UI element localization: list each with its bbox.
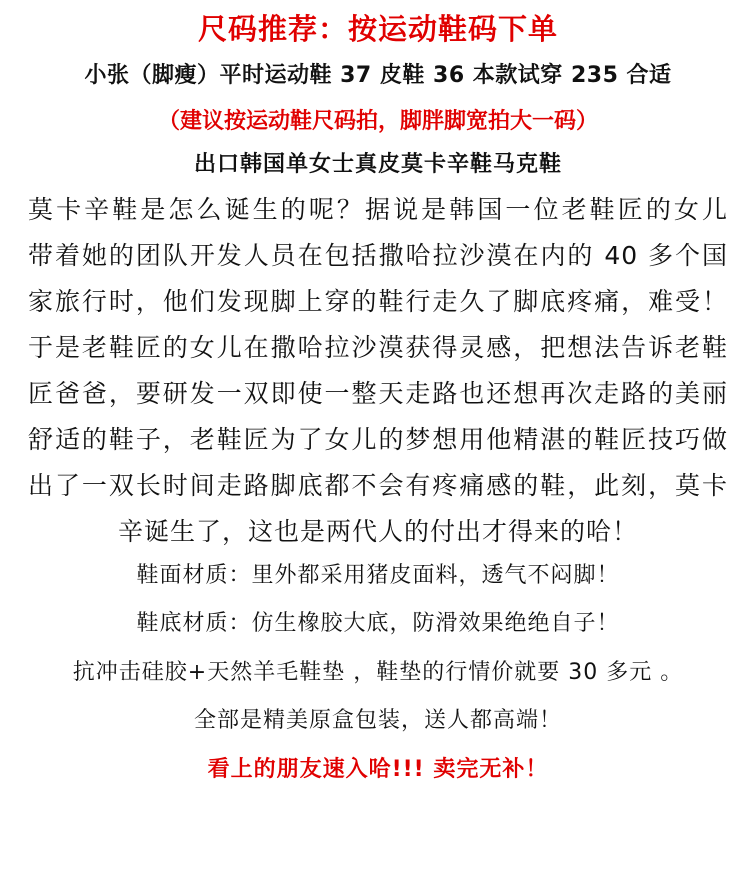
- fitting-note: 小张（脚瘦）平时运动鞋 37 皮鞋 36 本款试穿 235 合适: [84, 62, 672, 88]
- story-line: 匠爸爸，要研发一双即使一整天走路也还想再次走路的美丽: [28, 378, 728, 408]
- sole-material: 鞋底材质：仿生橡胶大底，防滑效果绝绝自子！: [136, 611, 620, 637]
- insole-description: 抗冲击硅胶+天然羊毛鞋垫 ，鞋垫的行情价就要 30 多元 。: [72, 659, 684, 685]
- packaging-note: 全部是精美原盒包装，送人都高端！: [193, 708, 562, 734]
- story-line: 莫卡辛鞋是怎么诞生的呢？据说是韩国一位老鞋匠的女儿: [28, 194, 728, 224]
- story-line: 舒适的鞋子，老鞋匠为了女儿的梦想用他精湛的鞋匠技巧做: [28, 424, 728, 454]
- story-line: 家旅行时，他们发现脚上穿的鞋行走久了脚底疼痛，难受！: [28, 286, 728, 316]
- size-advice: （建议按运动鞋尺码拍，脚胖脚宽拍大一码）: [157, 109, 598, 135]
- product-origin-story: [28, 195, 728, 547]
- closing-call-to-action: 看上的朋友速入哈!!! 卖完无补！: [207, 756, 549, 782]
- story-line: 辛诞生了，这也是两代人的付出才得来的哈！: [117, 516, 638, 546]
- product-subtitle: 出口韩国单女士真皮莫卡辛鞋马克鞋: [193, 151, 562, 177]
- story-line: 带着她的团队开发人员在包括撒哈拉沙漠在内的 40 多个国: [28, 240, 728, 270]
- story-line: 出了一双长时间走路脚底都不会有疼痛感的鞋，此刻，莫卡: [28, 470, 728, 500]
- story-line: 于是老鞋匠的女儿在撒哈拉沙漠获得灵感，把想法告诉老鞋: [28, 332, 728, 362]
- upper-material: 鞋面材质：里外都采用猪皮面料，透气不闷脚！: [136, 562, 620, 588]
- size-recommendation-title: 尺码推荐：按运动鞋码下单: [197, 12, 558, 46]
